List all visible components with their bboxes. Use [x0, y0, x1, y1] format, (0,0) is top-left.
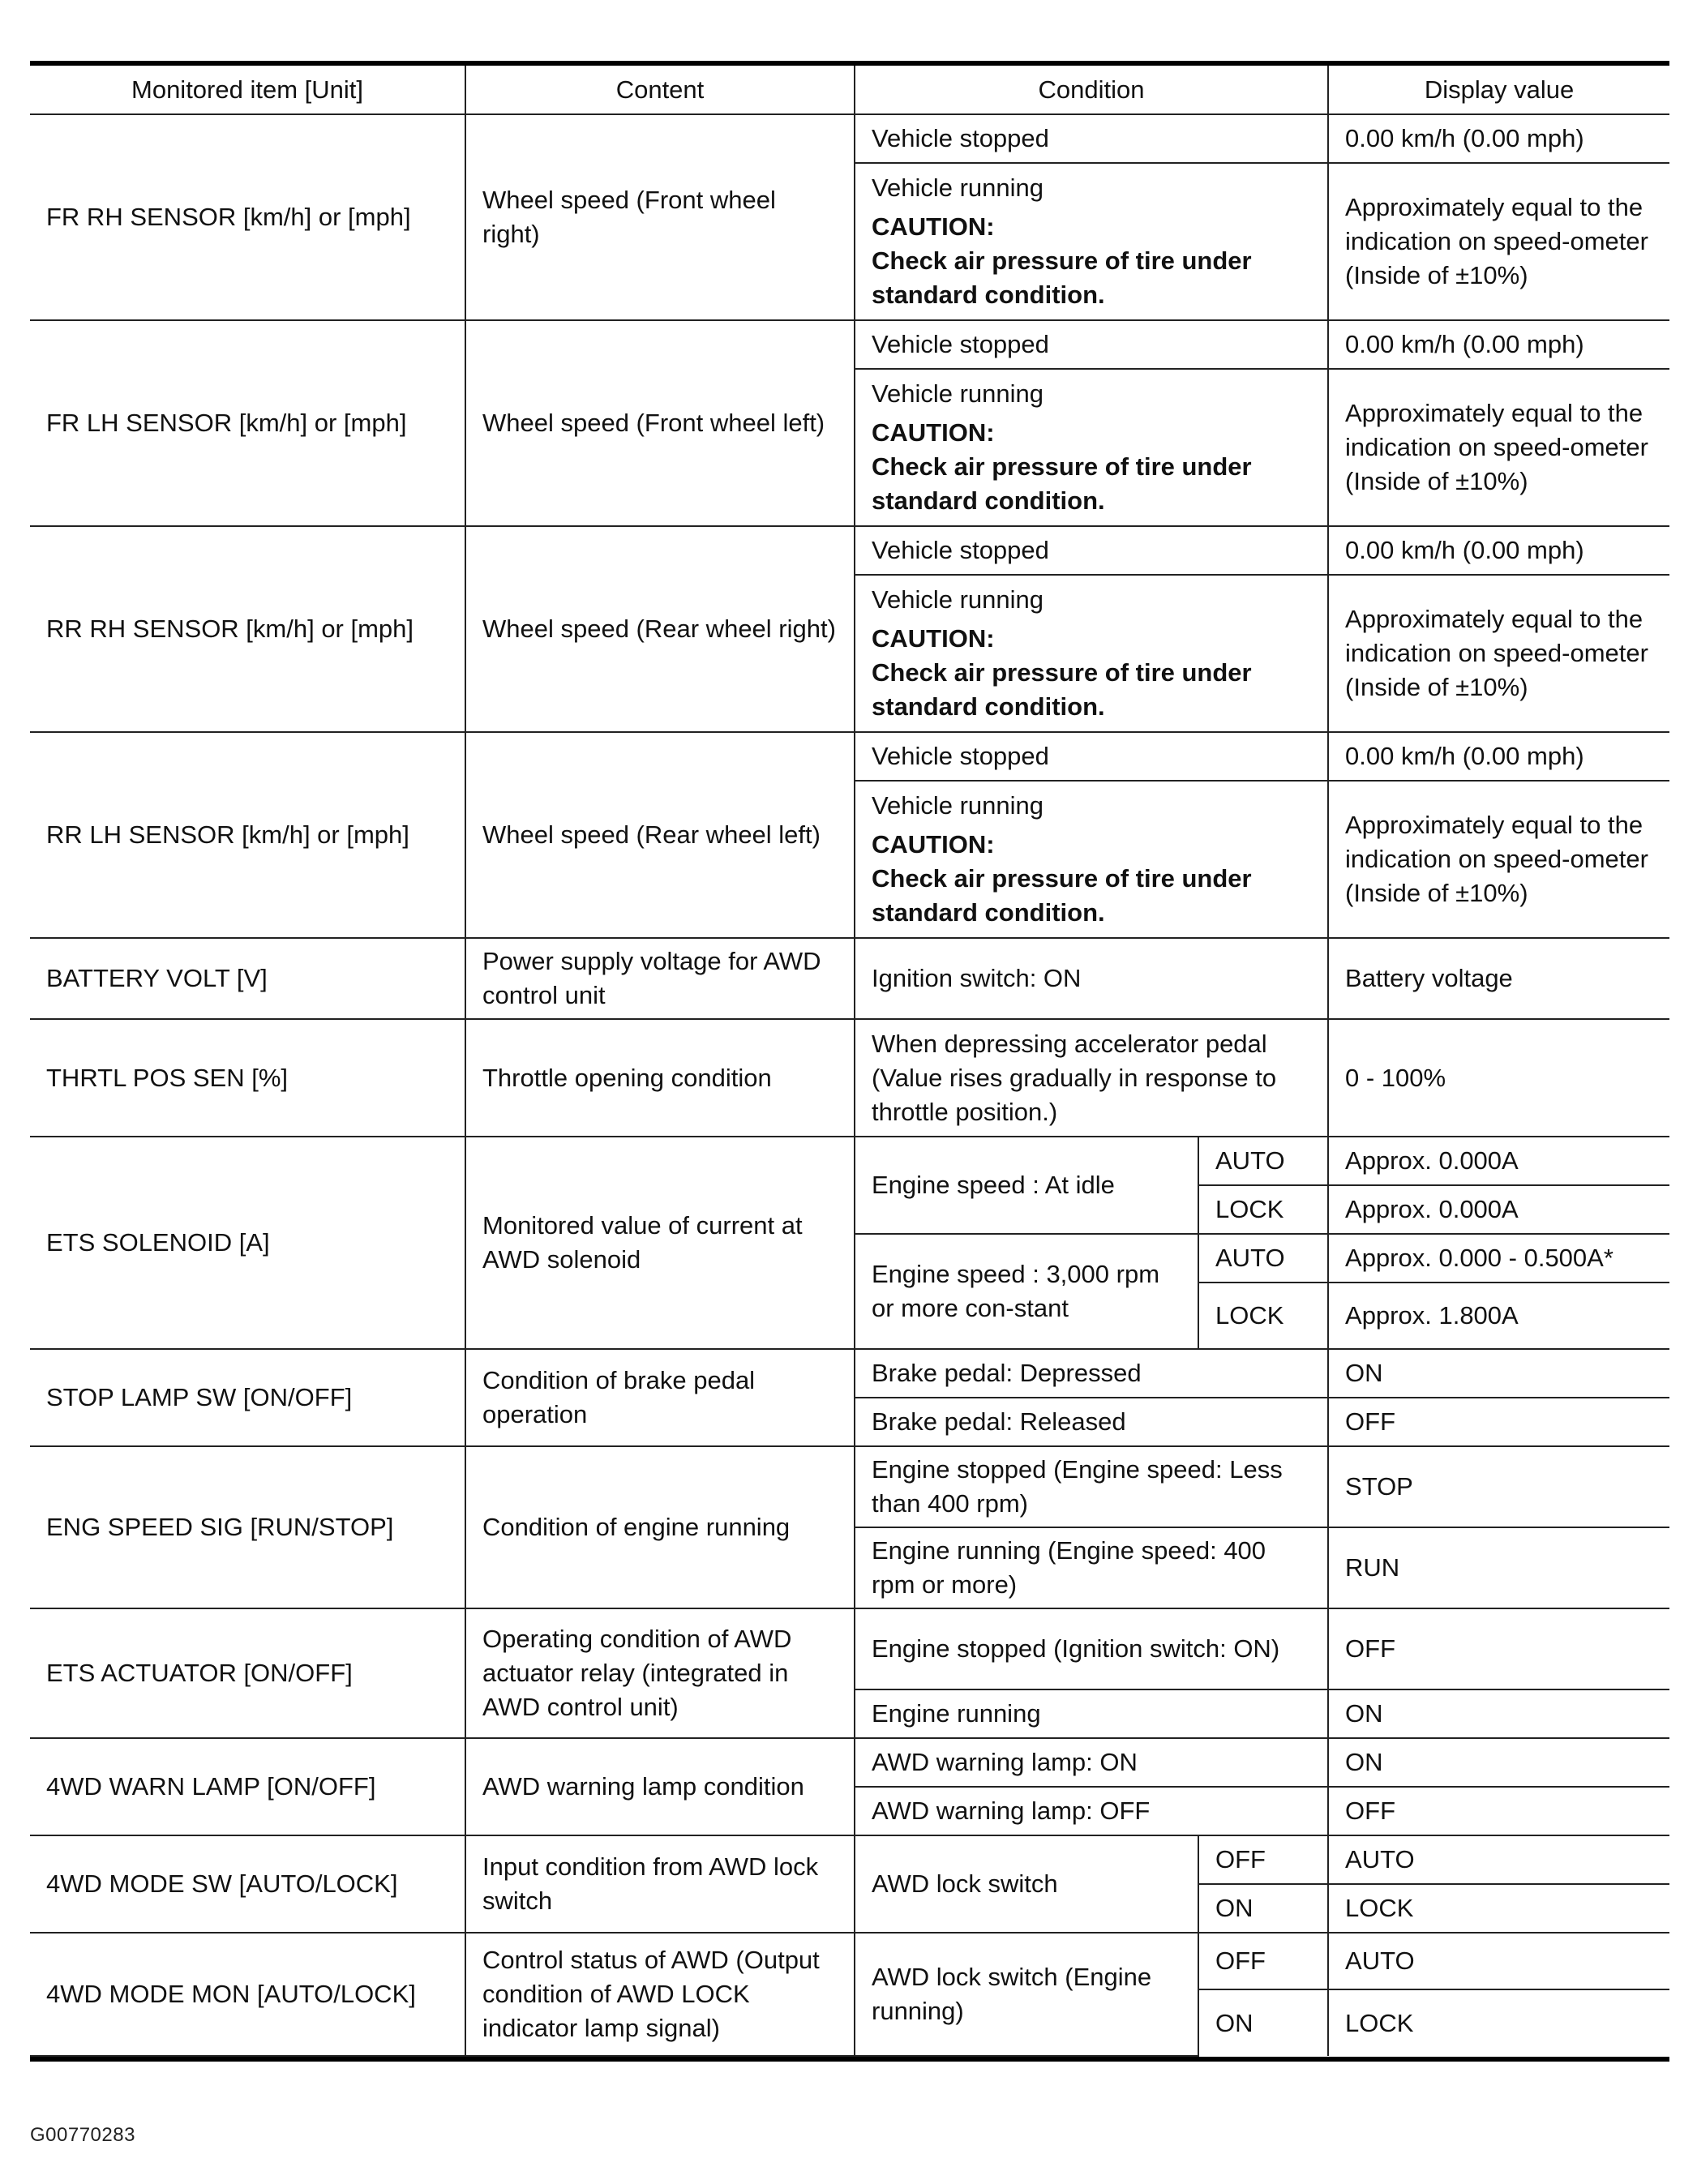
- display-value: Battery voltage: [1328, 938, 1669, 1019]
- display-value: Approximately equal to the indication on speed-ometer (Inside of ±10%): [1328, 163, 1669, 320]
- monitored-item: FR LH SENSOR [km/h] or [mph]: [30, 320, 465, 526]
- condition-cell: [855, 163, 1328, 320]
- condition-cell: Ignition switch: ON: [855, 938, 1328, 1019]
- condition-cell: AWD warning lamp: OFF: [855, 1787, 1328, 1835]
- table-row: [30, 732, 1669, 781]
- monitored-item: 4WD MODE MON [AUTO/LOCK]: [30, 1933, 465, 2056]
- monitored-item: ETS ACTUATOR [ON/OFF]: [30, 1608, 465, 1738]
- table-row: [30, 1019, 1669, 1137]
- display-value: STOP: [1328, 1446, 1669, 1527]
- condition-cell: Engine stopped (Engine speed: Less than 400 rpm): [855, 1446, 1328, 1527]
- switch-state-label: OFF: [1198, 1933, 1328, 1989]
- caution-label: CAUTION:: [872, 830, 995, 859]
- display-value: OFF: [1328, 1608, 1669, 1689]
- mode-label: LOCK: [1198, 1283, 1328, 1349]
- header-display-value: Display value: [1328, 66, 1669, 114]
- switch-state-label: ON: [1198, 1884, 1328, 1933]
- display-value: 0 - 100%: [1328, 1019, 1669, 1137]
- table-row: [30, 1835, 1669, 1884]
- display-value: ON: [1328, 1738, 1669, 1787]
- item-content: Wheel speed (Front wheel left): [465, 320, 855, 526]
- display-value: ON: [1328, 1689, 1669, 1738]
- display-value: AUTO: [1328, 1933, 1669, 1989]
- item-content: Condition of brake pedal operation: [465, 1349, 855, 1446]
- condition-text: Vehicle running: [872, 173, 1043, 202]
- monitored-item: ETS SOLENOID [A]: [30, 1137, 465, 1349]
- monitored-item: 4WD MODE SW [AUTO/LOCK]: [30, 1835, 465, 1933]
- condition-cell: When depressing accelerator pedal (Value rises gradually in response to throttle position.): [855, 1019, 1328, 1137]
- mode-label: AUTO: [1198, 1234, 1328, 1283]
- monitored-item: FR RH SENSOR [km/h] or [mph]: [30, 114, 465, 320]
- table-row: [30, 1349, 1669, 1398]
- display-value: OFF: [1328, 1398, 1669, 1446]
- condition-cell: Vehicle stopped: [855, 526, 1328, 575]
- display-value: Approximately equal to the indication on speed-ometer (Inside of ±10%): [1328, 369, 1669, 526]
- monitored-item: BATTERY VOLT [V]: [30, 938, 465, 1019]
- monitored-item: RR LH SENSOR [km/h] or [mph]: [30, 732, 465, 938]
- condition-cell: Engine speed : 3,000 rpm or more con-stant: [855, 1234, 1198, 1349]
- item-content: Monitored value of current at AWD solenoid: [465, 1137, 855, 1349]
- display-value: 0.00 km/h (0.00 mph): [1328, 732, 1669, 781]
- table-row: [30, 1738, 1669, 1787]
- switch-state-label: OFF: [1198, 1835, 1328, 1884]
- display-value: LOCK: [1328, 1884, 1669, 1933]
- display-value: Approx. 1.800A: [1328, 1283, 1669, 1349]
- caution-text: Check air pressure of tire under standard condition.: [872, 246, 1252, 309]
- condition-cell: Engine running (Engine speed: 400 rpm or more): [855, 1527, 1328, 1608]
- condition-cell: AWD lock switch (Engine running): [855, 1933, 1198, 2056]
- mode-label: LOCK: [1198, 1185, 1328, 1234]
- table-row: [30, 1137, 1669, 1185]
- figure-id: G00770283: [30, 2124, 135, 2146]
- monitored-item: THRTL POS SEN [%]: [30, 1019, 465, 1137]
- caution-label: CAUTION:: [872, 624, 995, 653]
- condition-text: Vehicle running: [872, 379, 1043, 408]
- display-value: OFF: [1328, 1787, 1669, 1835]
- item-content: Throttle opening condition: [465, 1019, 855, 1137]
- monitored-item: 4WD WARN LAMP [ON/OFF]: [30, 1738, 465, 1835]
- caution-text: Check air pressure of tire under standard condition.: [872, 452, 1252, 515]
- caution-text: Check air pressure of tire under standard condition.: [872, 864, 1252, 927]
- table-row: [30, 938, 1669, 1019]
- display-value: Approximately equal to the indication on speed-ometer (Inside of ±10%): [1328, 781, 1669, 938]
- condition-cell: [855, 781, 1328, 938]
- item-content: Wheel speed (Rear wheel left): [465, 732, 855, 938]
- table-row: [30, 320, 1669, 369]
- monitored-item: RR RH SENSOR [km/h] or [mph]: [30, 526, 465, 732]
- display-value: LOCK: [1328, 1989, 1669, 2056]
- display-value: Approximately equal to the indication on speed-ometer (Inside of ±10%): [1328, 575, 1669, 732]
- item-content: Condition of engine running: [465, 1446, 855, 1608]
- switch-state-label: ON: [1198, 1989, 1328, 2056]
- monitor-item-table: [30, 66, 1669, 2057]
- display-value: 0.00 km/h (0.00 mph): [1328, 114, 1669, 163]
- condition-cell: [855, 369, 1328, 526]
- table-row: [30, 1608, 1669, 1689]
- display-value: Approx. 0.000 - 0.500A*: [1328, 1234, 1669, 1283]
- condition-text: Vehicle running: [872, 791, 1043, 820]
- table-row: [30, 1446, 1669, 1527]
- header-condition: Condition: [855, 66, 1328, 114]
- caution-text: Check air pressure of tire under standard condition.: [872, 658, 1252, 721]
- caution-label: CAUTION:: [872, 212, 995, 241]
- header-content: Content: [465, 66, 855, 114]
- condition-cell: AWD warning lamp: ON: [855, 1738, 1328, 1787]
- condition-cell: Engine running: [855, 1689, 1328, 1738]
- display-value: Approx. 0.000A: [1328, 1185, 1669, 1234]
- item-content: Wheel speed (Front wheel right): [465, 114, 855, 320]
- display-value: 0.00 km/h (0.00 mph): [1328, 526, 1669, 575]
- condition-cell: Brake pedal: Depressed: [855, 1349, 1328, 1398]
- mode-label: AUTO: [1198, 1137, 1328, 1185]
- caution-label: CAUTION:: [872, 418, 995, 447]
- condition-cell: Vehicle stopped: [855, 114, 1328, 163]
- header-row: [30, 66, 1669, 114]
- table-row: [30, 114, 1669, 163]
- table-row: [30, 1933, 1669, 1989]
- monitored-item: STOP LAMP SW [ON/OFF]: [30, 1349, 465, 1446]
- item-content: AWD warning lamp condition: [465, 1738, 855, 1835]
- item-content: Input condition from AWD lock switch: [465, 1835, 855, 1933]
- display-value: AUTO: [1328, 1835, 1669, 1884]
- condition-cell: Engine speed : At idle: [855, 1137, 1198, 1234]
- condition-cell: AWD lock switch: [855, 1835, 1198, 1933]
- table-row: [30, 526, 1669, 575]
- display-value: 0.00 km/h (0.00 mph): [1328, 320, 1669, 369]
- condition-cell: Brake pedal: Released: [855, 1398, 1328, 1446]
- monitored-item: ENG SPEED SIG [RUN/STOP]: [30, 1446, 465, 1608]
- condition-cell: [855, 575, 1328, 732]
- condition-cell: Engine stopped (Ignition switch: ON): [855, 1608, 1328, 1689]
- item-content: Wheel speed (Rear wheel right): [465, 526, 855, 732]
- monitor-item-table-frame: [30, 61, 1669, 2062]
- header-monitored-item: Monitored item [Unit]: [30, 66, 465, 114]
- condition-text: Vehicle running: [872, 585, 1043, 614]
- display-value: Approx. 0.000A: [1328, 1137, 1669, 1185]
- display-value: RUN: [1328, 1527, 1669, 1608]
- item-content: Operating condition of AWD actuator relay (integrated in AWD control unit): [465, 1608, 855, 1738]
- item-content: Power supply voltage for AWD control unit: [465, 938, 855, 1019]
- display-value: ON: [1328, 1349, 1669, 1398]
- condition-cell: Vehicle stopped: [855, 320, 1328, 369]
- condition-cell: Vehicle stopped: [855, 732, 1328, 781]
- item-content: Control status of AWD (Output condition of AWD LOCK indicator lamp signal): [465, 1933, 855, 2056]
